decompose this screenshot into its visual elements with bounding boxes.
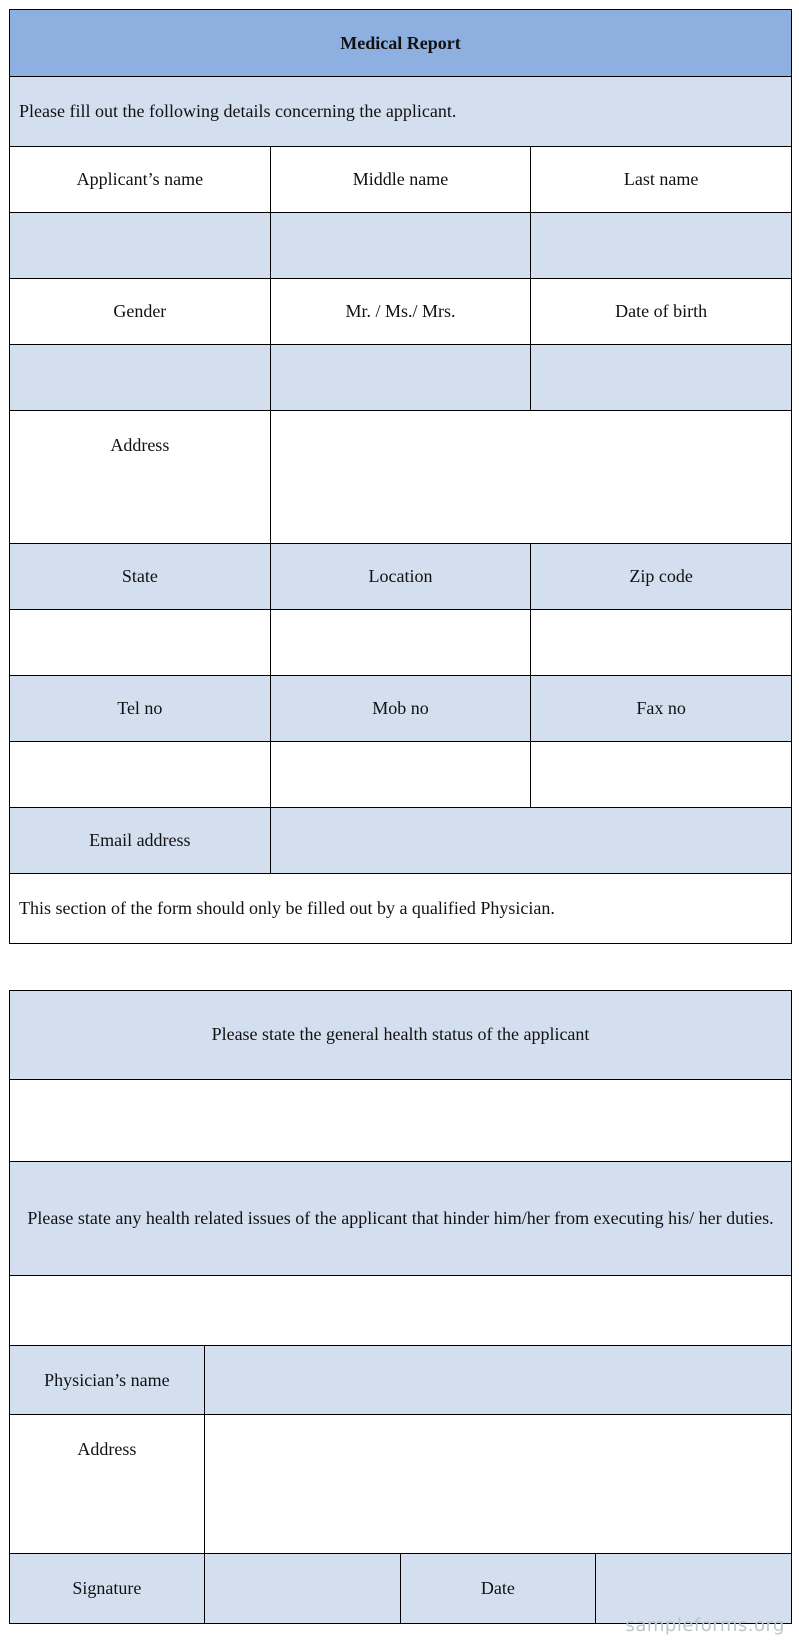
date-field[interactable] <box>596 1554 792 1624</box>
middle-name-field[interactable] <box>270 213 531 279</box>
health-issues-prompt: Please state any health related issues of the applicant that hinder him/her from executing his/ her duties. <box>10 1161 792 1276</box>
applicant-details-table <box>9 9 792 944</box>
address-label: Address <box>10 411 271 543</box>
health-status-prompt: Please state the general health status of the applicant <box>10 991 792 1080</box>
location-label: Location <box>270 543 531 609</box>
form-intro: Please fill out the following details concerning the applicant. <box>10 77 792 147</box>
mob-no-field[interactable] <box>270 741 531 807</box>
email-address-field[interactable] <box>270 807 791 873</box>
physician-section-table <box>9 990 792 1624</box>
mob-no-label: Mob no <box>270 675 531 741</box>
date-of-birth-field[interactable] <box>531 345 792 411</box>
date-of-birth-label: Date of birth <box>531 279 792 345</box>
location-field[interactable] <box>270 609 531 675</box>
state-label: State <box>10 543 271 609</box>
salutation-label: Mr. / Ms./ Mrs. <box>270 279 531 345</box>
tel-no-label: Tel no <box>10 675 271 741</box>
zip-code-label: Zip code <box>531 543 792 609</box>
last-name-field[interactable] <box>531 213 792 279</box>
gender-label: Gender <box>10 279 271 345</box>
fax-no-field[interactable] <box>531 741 792 807</box>
gender-field[interactable] <box>10 345 271 411</box>
physician-address-field[interactable] <box>204 1415 791 1554</box>
state-field[interactable] <box>10 609 271 675</box>
fax-no-label: Fax no <box>531 675 792 741</box>
physician-name-label: Physician’s name <box>10 1345 205 1415</box>
middle-name-label: Middle name <box>270 147 531 213</box>
signature-field[interactable] <box>204 1554 400 1624</box>
physician-address-label: Address <box>10 1415 205 1554</box>
applicant-name-label: Applicant’s name <box>10 147 271 213</box>
tel-no-field[interactable] <box>10 741 271 807</box>
form-title: Medical Report <box>10 10 792 77</box>
signature-label: Signature <box>10 1554 205 1624</box>
salutation-field[interactable] <box>270 345 531 411</box>
physician-name-field[interactable] <box>204 1345 791 1415</box>
health-status-field[interactable] <box>10 1079 792 1161</box>
applicant-name-field[interactable] <box>10 213 271 279</box>
physician-note: This section of the form should only be filled out by a qualified Physician. <box>10 873 792 943</box>
watermark: sampleforms.org <box>625 1615 785 1636</box>
last-name-label: Last name <box>531 147 792 213</box>
address-field[interactable] <box>270 411 791 543</box>
date-label: Date <box>400 1554 596 1624</box>
health-issues-field[interactable] <box>10 1276 792 1346</box>
zip-code-field[interactable] <box>531 609 792 675</box>
email-address-label: Email address <box>10 807 271 873</box>
